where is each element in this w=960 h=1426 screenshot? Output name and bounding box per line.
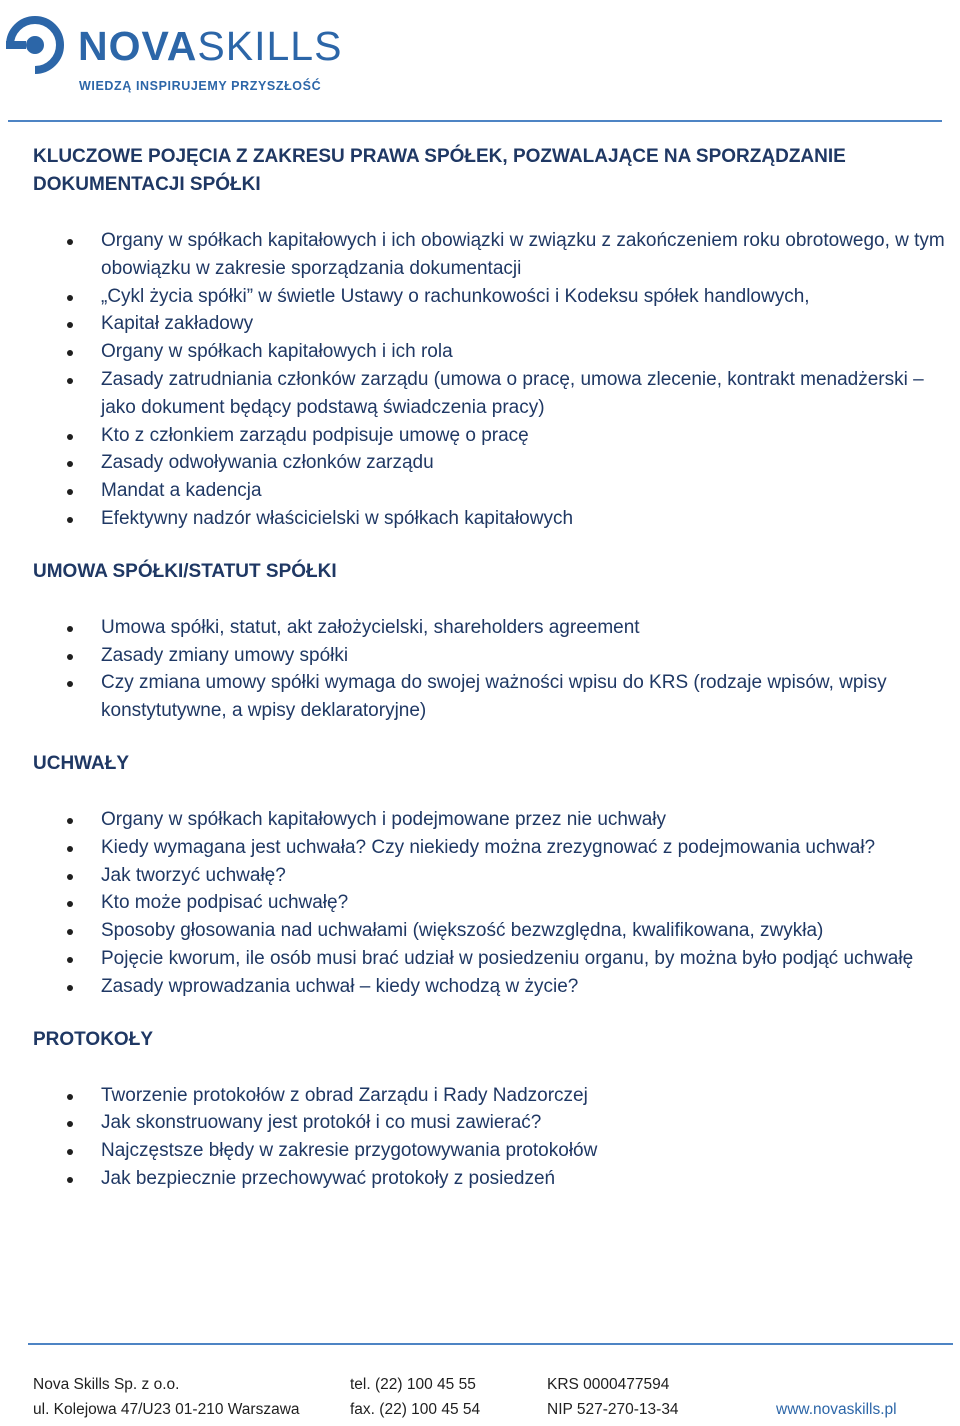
section-heading: UCHWAŁY — [33, 752, 130, 774]
footer-divider — [28, 1343, 953, 1345]
footer-tel: tel. (22) 100 45 55 — [350, 1376, 476, 1393]
list-item: Efektywny nadzór właścicielski w spółkach kapitałowych — [33, 505, 953, 533]
section-uchwaly — [33, 750, 953, 1026]
list-item: Zasady zmiany umowy spółki — [33, 642, 953, 670]
footer-krs: KRS 0000477594 — [547, 1376, 670, 1393]
list-item: „Cykl życia spółki” w świetle Ustawy o rachunkowości i Kodeksu spółek handlowych, — [33, 283, 953, 311]
footer-row — [33, 1401, 933, 1426]
list-item: Organy w spółkach kapitałowych i ich rola — [33, 338, 953, 366]
section-protokoly — [33, 1026, 953, 1193]
section-umowa-spolki — [33, 558, 953, 750]
list-item: Kiedy wymagana jest uchwała? Czy niekiedy można zrezygnować z podejmowania uchwał? — [33, 834, 953, 862]
list-item: Umowa spółki, statut, akt założycielski, shareholders agreement — [33, 614, 953, 642]
list-item: Zasady zatrudniania członków zarządu (umowa o pracę, umowa zlecenie, kontrakt menadżerski – jako dokument będący podstawą świadczenia pracy) — [33, 366, 953, 422]
section-heading: KLUCZOWE POJĘCIA Z ZAKRESU PRAWA SPÓŁEK, POZWALAJĄCE NA SPORZĄDZANIE DOKUMENTACJI SPÓŁKI — [33, 146, 846, 195]
bullet-list — [33, 614, 953, 725]
footer-website-link[interactable]: www.novaskills.pl — [776, 1401, 897, 1418]
list-item: Kto z członkiem zarządu podpisuje umowę o pracę — [33, 422, 953, 450]
list-item: Kto może podpisać uchwałę? — [33, 889, 953, 917]
list-item: Czy zmiana umowy spółki wymaga do swojej ważności wpisu do KRS (rodzaje wpisów, wpisy konstytutywne, a wpisy deklaratoryjne) — [33, 669, 953, 725]
list-item: Kapitał zakładowy — [33, 310, 953, 338]
logo-wordmark: NOVASKILLS — [78, 23, 343, 69]
header-divider — [8, 120, 942, 122]
footer-nip: NIP 527-270-13-34 — [547, 1401, 679, 1418]
bullet-list — [33, 1082, 953, 1193]
list-item: Najczęstsze błędy w zakresie przygotowywania protokołów — [33, 1137, 953, 1165]
list-item: Tworzenie protokołów z obrad Zarządu i Rady Nadzorczej — [33, 1082, 953, 1110]
bullet-list — [33, 806, 953, 1001]
footer — [33, 1376, 933, 1426]
list-item: Sposoby głosowania nad uchwałami (większość bezwzględna, kwalifikowana, zwykła) — [33, 917, 953, 945]
footer-fax: fax. (22) 100 45 54 — [350, 1401, 481, 1418]
list-item: Jak bezpiecznie przechowywać protokoły z posiedzeń — [33, 1165, 953, 1193]
logo-tagline: WIEDZĄ INSPIRUJEMY PRZYSZŁOŚĆ — [79, 79, 322, 93]
list-item: Jak skonstruowany jest protokół i co musi zawierać? — [33, 1109, 953, 1137]
list-item: Organy w spółkach kapitałowych i podejmowane przez nie uchwały — [33, 806, 953, 834]
list-item: Organy w spółkach kapitałowych i ich obowiązki w związku z zakończeniem roku obrotowego, w tym obowiązku w zakresie sporządzania dokumentacji — [33, 227, 953, 283]
bullet-list — [33, 227, 953, 533]
footer-row — [33, 1376, 933, 1401]
footer-address: ul. Kolejowa 47/U23 01-210 Warszawa — [33, 1401, 300, 1418]
list-item: Jak tworzyć uchwałę? — [33, 862, 953, 890]
section-kluczowe-pojecia — [33, 143, 953, 558]
logo-eye-icon — [6, 16, 64, 74]
list-item: Pojęcie kworum, ile osób musi brać udział w posiedzeniu organu, by można było podjąć uchwałę — [33, 945, 953, 973]
section-heading: PROTOKOŁY — [33, 1028, 153, 1050]
list-item: Zasady odwoływania członków zarządu — [33, 449, 953, 477]
novaskills-logo — [6, 12, 356, 93]
list-item: Zasady wprowadzania uchwał – kiedy wchodzą w życie? — [33, 973, 953, 1001]
section-heading: UMOWA SPÓŁKI/STATUT SPÓŁKI — [33, 560, 337, 582]
footer-company: Nova Skills Sp. z o.o. — [33, 1376, 180, 1393]
document-body — [33, 143, 953, 1193]
list-item: Mandat a kadencja — [33, 477, 953, 505]
